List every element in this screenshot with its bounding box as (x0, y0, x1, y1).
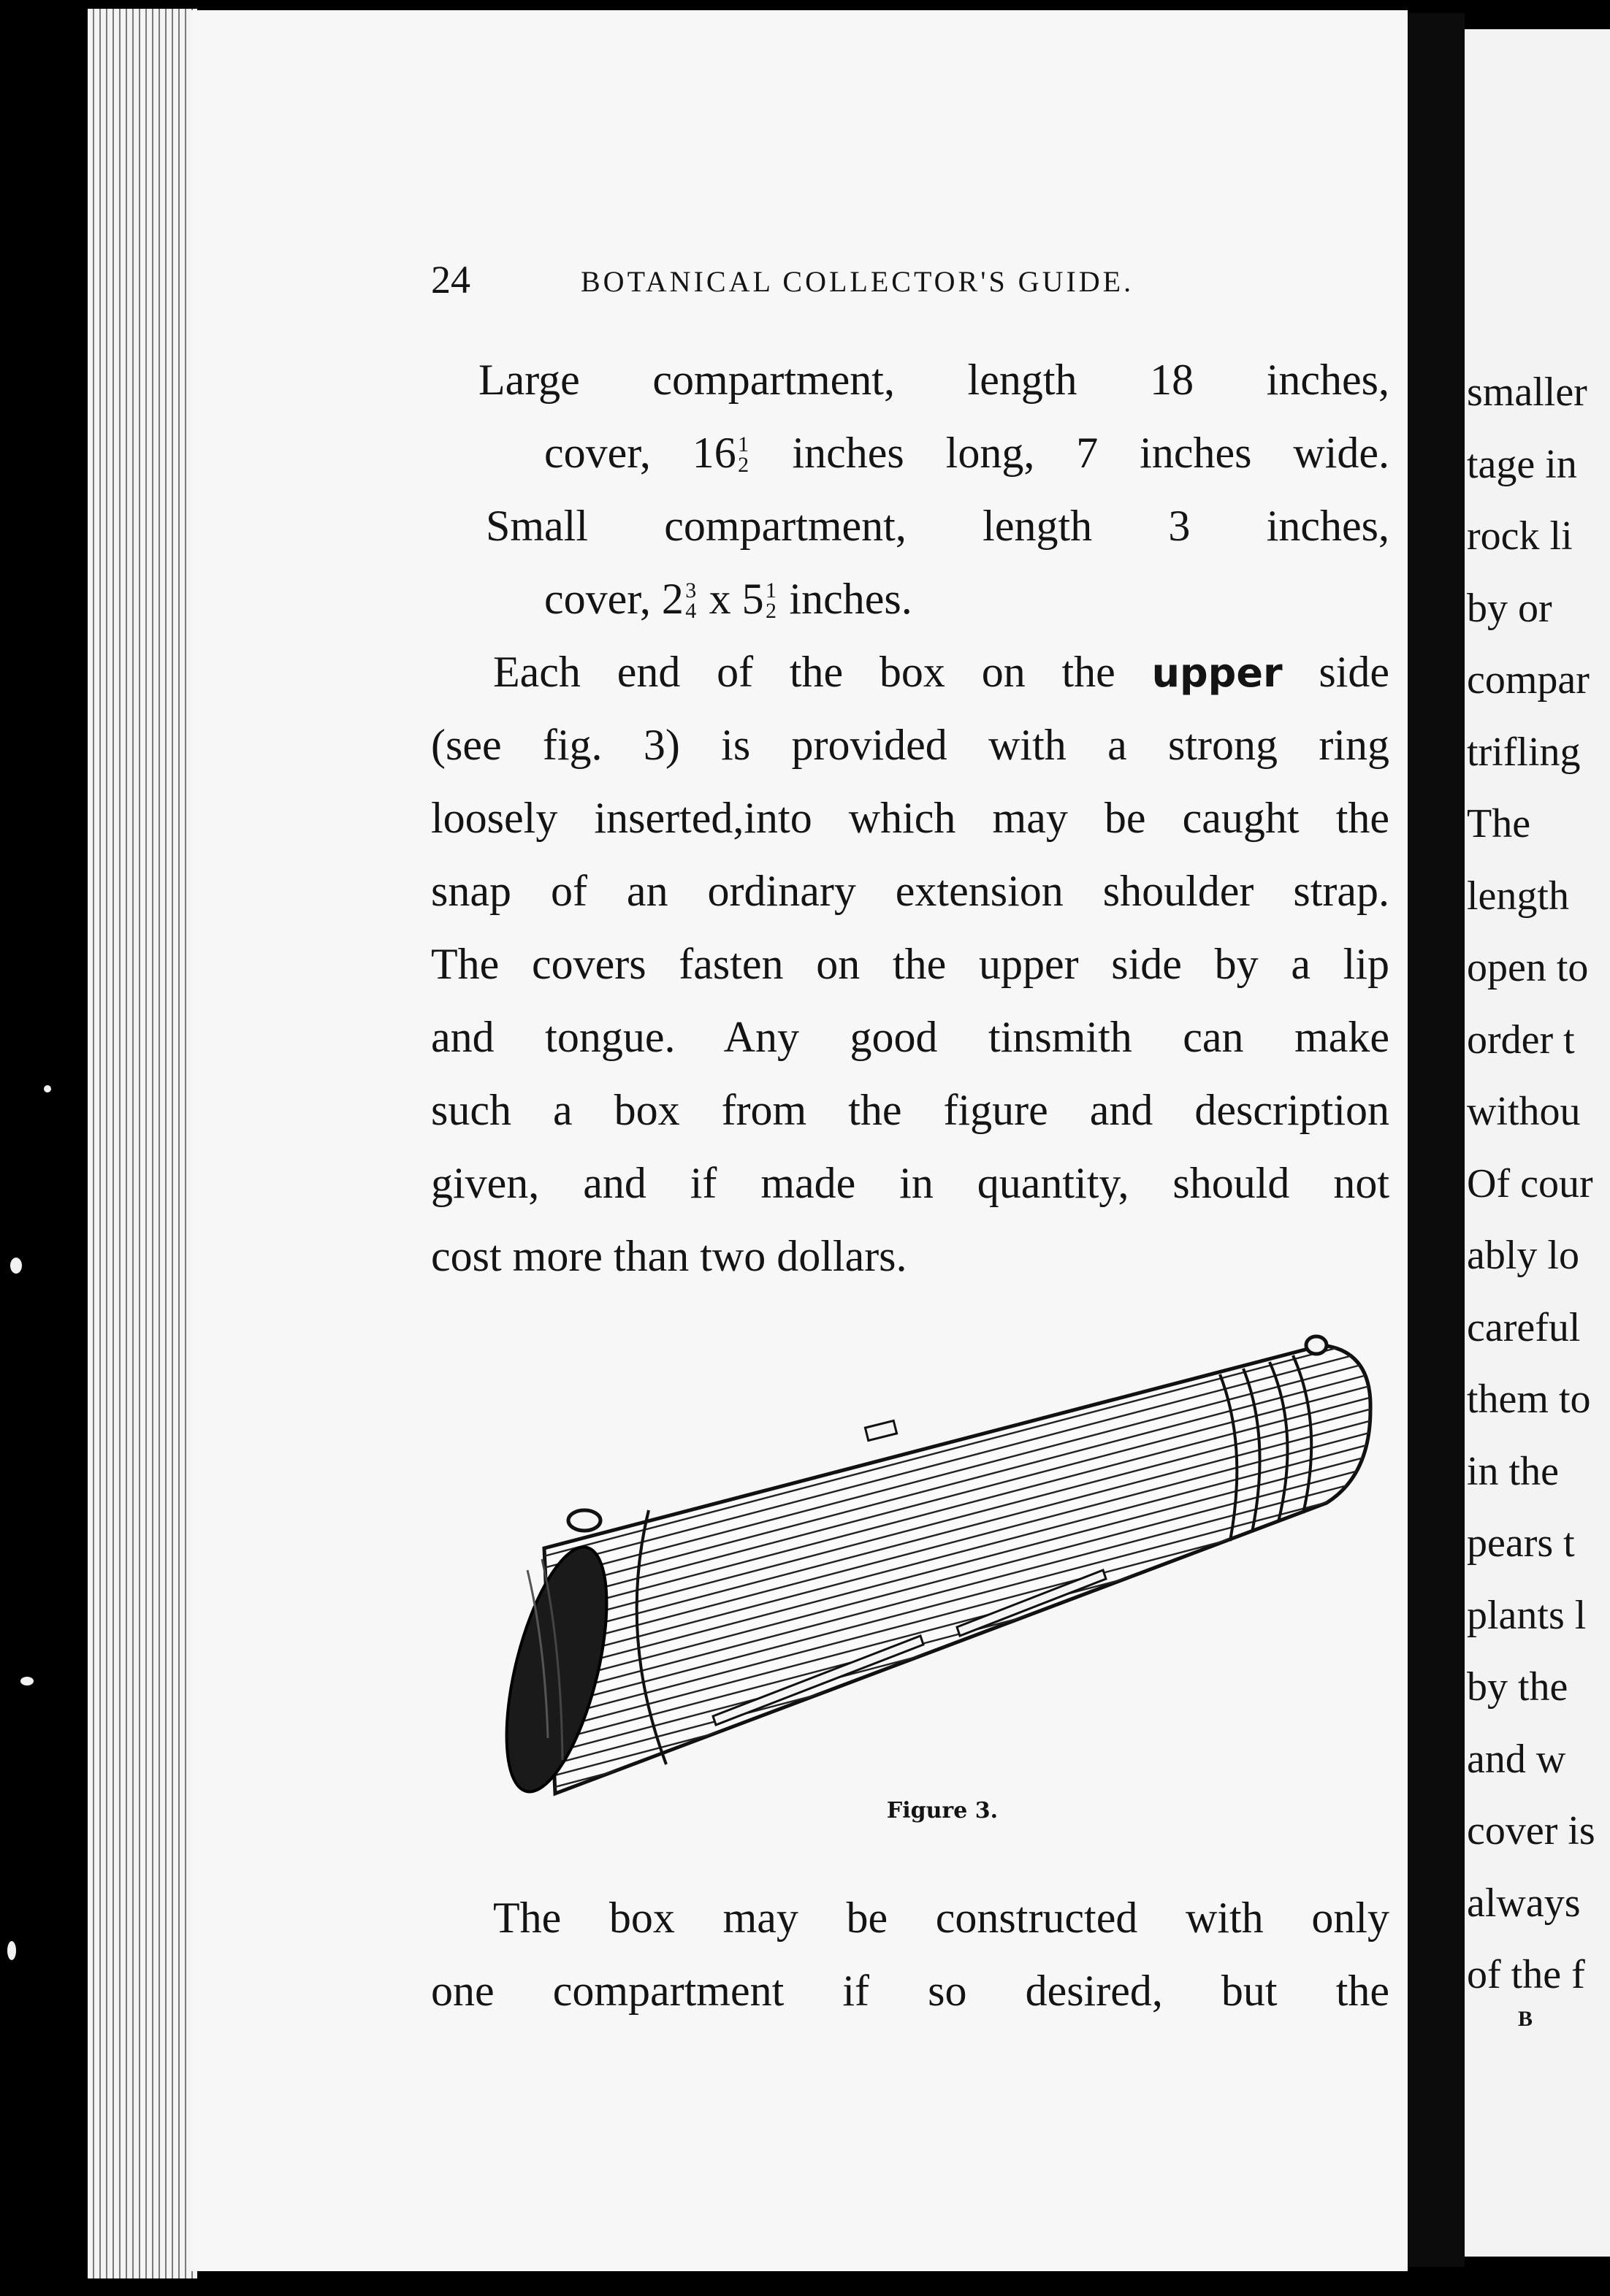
page-edges (88, 9, 197, 2278)
facing-page-line: always (1467, 1880, 1581, 1926)
large-compartment-length: Large compartment, length 18 inches, (478, 356, 1389, 404)
facing-page-line: Of cour (1467, 1160, 1593, 1206)
facing-page-line: The (1467, 801, 1531, 846)
emphasized-word: upper (1151, 650, 1283, 696)
facing-page-line: plants l (1467, 1592, 1587, 1638)
paragraph-line: The box may be constructed with only (493, 1894, 1389, 1942)
facing-page-line: withou (1467, 1089, 1581, 1134)
facing-page-line: of the f (1467, 1952, 1585, 1997)
paragraph-line: snap of an ordinary extension shoulder strap. (431, 867, 1389, 915)
facing-page-line: open to (1467, 945, 1589, 990)
small-compartment-length: Small compartment, length 3 inches, (486, 502, 1389, 550)
facing-page-line: by or (1467, 585, 1552, 631)
facing-page-line: trifling (1467, 729, 1581, 775)
paragraph-line: cost more than two dollars. (431, 1232, 907, 1280)
facing-page-line: compar (1467, 657, 1590, 703)
paragraph-line: given, and if made in quantity, should not (431, 1159, 1389, 1207)
fraction: 3 4 (685, 578, 697, 623)
facing-page-line: and w (1467, 1736, 1566, 1782)
figure-caption: Figure 3. (886, 1798, 999, 1824)
scan-speck (10, 1258, 22, 1274)
facing-page-line: smaller (1467, 370, 1587, 415)
facing-page-line: them to (1467, 1377, 1591, 1422)
scan-speck (7, 1941, 16, 1960)
facing-page-line: length (1467, 873, 1569, 919)
vasculum-illustration (475, 1329, 1403, 1811)
paragraph-line: The covers fasten on the upper side by a lip (431, 940, 1389, 988)
paragraph-line: such a box from the figure and description (431, 1086, 1389, 1134)
paragraph-box-description (431, 635, 1389, 1293)
facing-page-line: order t (1467, 1017, 1575, 1063)
fraction: 1 2 (738, 432, 749, 477)
running-title: BOTANICAL COLLECTOR'S GUIDE. (581, 265, 1134, 298)
running-head (431, 257, 1410, 301)
paragraph-line: and tongue. Any good tinsmith can make (431, 1013, 1389, 1061)
facing-page-line: ably lo (1467, 1233, 1579, 1278)
facing-page-line: careful (1467, 1304, 1581, 1350)
page-number: 24 (431, 258, 470, 302)
facing-page-line: pears t (1467, 1520, 1575, 1566)
paragraph-line: loosely inserted,into which may be caught the (431, 794, 1389, 842)
facing-page-line: by the (1467, 1664, 1568, 1710)
facing-page-line: rock li (1467, 513, 1573, 559)
fraction: 1 2 (766, 578, 777, 623)
scan-speck (44, 1085, 51, 1092)
large-compartment-cover: cover, 16 1 2 inches long, 7 inches wide. (544, 429, 1389, 477)
facing-page-line: tage in (1467, 441, 1577, 487)
facing-page-line: in the (1467, 1448, 1559, 1494)
facing-page-line: cover is (1467, 1808, 1595, 1853)
facing-page-text (1465, 356, 1610, 2011)
scan-speck (20, 1677, 34, 1685)
paragraph-line: Each end of the box on the upper side (493, 648, 1390, 696)
paragraph-line: (see fig. 3) is provided with a strong ring (431, 721, 1389, 769)
book-gutter (1408, 13, 1465, 2267)
small-compartment-cover: cover, 2 3 4 x 5 1 2 inches. (544, 575, 912, 623)
paragraph-single-compartment (431, 1881, 1389, 2027)
signature-mark: B (1518, 2007, 1533, 2031)
collecting-box-drawing (475, 1329, 1403, 1811)
paragraph-line: one compartment if so desired, but the (431, 1967, 1389, 2015)
dimension-list (431, 343, 1389, 635)
